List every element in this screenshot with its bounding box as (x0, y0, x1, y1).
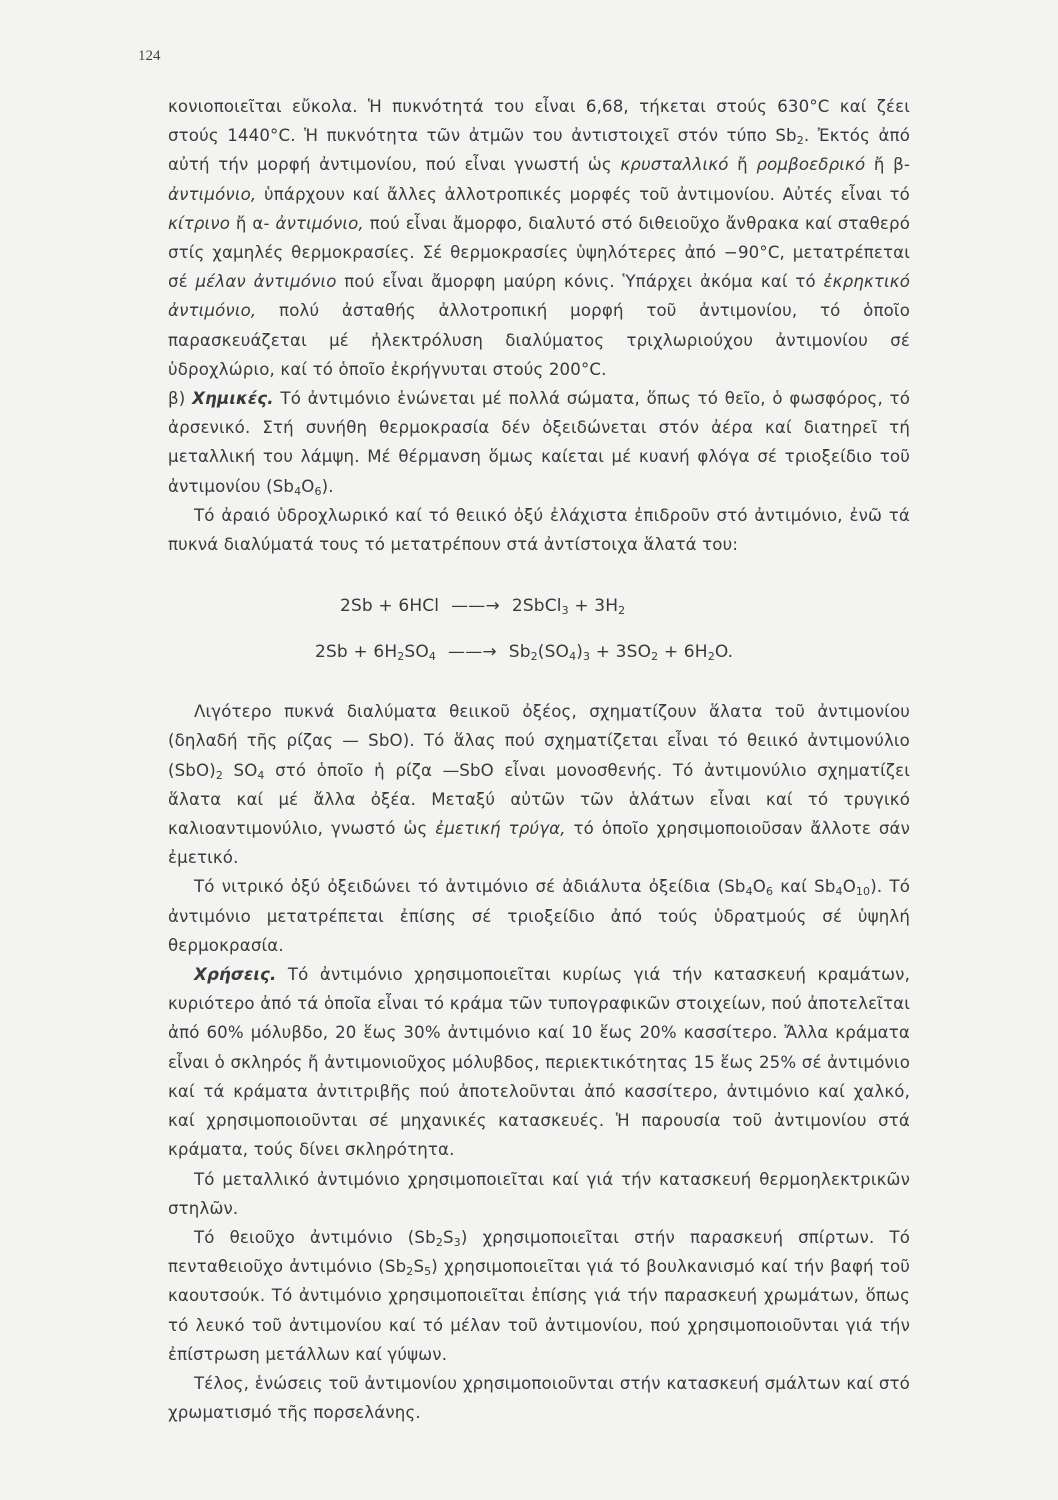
equation-hcl: 2Sb + 6HCl ——→ 2SbCl$_3$ + $3H_2$ (168, 583, 910, 629)
section-heading-chemical: Χημικές. (192, 389, 274, 409)
paragraph-salts: Λιγότερο πυκνά διαλύματα θειικοῦ ὀξέος, σχηματίζουν ἅλατα τοῦ ἀντιμονίου (δηλαδή τῆς ρίζας — SbO). Τό ἅλας πού σχηματίζεται εἶναι τό θειικό ἀντιμονύλιο $(SbO)_2$ $SO_4$ στό ὁποῖο ἡ ρίζα —SbO εἶναι μονοσθενής. Τό ἀντιμονύλιο σχηματίζει ἅλατα καί μέ ἄλλα ὀξέα. Μεταξύ αὐτῶν τῶν ἁλάτων εἶναι καί τό τρυγικό καλιοαντιμονύλιο, γνωστό ὡς ἐμετική τρύγα, τό ὁποῖο χρησιμοποιοῦσαν ἄλλοτε σάν ἐμετικό. (168, 702, 910, 868)
reaction-arrow: ——→ (448, 642, 497, 663)
paragraph-final: Τέλος, ἑνώσεις τοῦ ἀντιμονίου χρησιμοποιοῦνται στήν κατασκευή σμάλτων καί στό χρωματισμό τῆς πορσελάνης. (168, 1373, 910, 1423)
reaction-arrow: ——→ (451, 596, 500, 617)
paragraph-acids: Τό ἀραιό ὑδροχλωρικό καί τό θειικό ὀξύ ἐλάχιστα ἐπιδροῦν στό ἀντιμόνιο, ἐνῶ τά πυκνά διαλύματά τους τό μετατρέπουν στά ἀντίστοιχα ἅλατά του: (168, 505, 910, 555)
body-text (168, 92, 910, 1427)
paragraph-thermoelectric: Τό μεταλλικό ἀντιμόνιο χρησιμοποιεῖται καί γιά τήν κατασκευή θερμοηλεκτρικῶν στηλῶν. (168, 1169, 910, 1218)
chemical-equations (168, 583, 910, 675)
paragraph-nitric-acid: Τό νιτρικό ὀξύ ὀξειδώνει τό ἀντιμόνιο σέ ἀδιάλυτα ὀξείδια ($Sb_4O_6$ καί $Sb_4O_{10}$). Τό ἀντιμόνιο μετατρέπεται ἐπίσης σέ τριοξείδιο ἀπό τούς ὑδρατμούς σέ ὑψηλή θερμοκρασία. (168, 877, 910, 955)
equation-h2so4: $2Sb + 6H_2SO_4$ ——→ $Sb_2(SO_4)_3 + 3SO_2 + 6H_2O$. (168, 629, 910, 675)
page-number: 124 (138, 48, 161, 64)
paragraph-physical-properties: κονιοποιεῖται εὔκολα. Ἡ πυκνότητά του εἶναι 6,68, τήκεται στούς 630°C καί ζέει στούς 1440°C. Ἡ πυκνότητα τῶν ἀτμῶν του ἀντιστοιχεῖ στόν τύπο $Sb_2$. Ἐκτός ἀπό αὐτή τήν μορφή ἀντιμονίου, πού εἶναι γνωστή ὡς κρυσταλλικό ἤ ρομβοεδρικό ἤ β- ἀντιμόνιο, ὑπάρχουν καί ἄλλες ἀλλοτροπικές μορφές τοῦ ἀντιμονίου. Αὐτές εἶναι τό κίτρινο ἤ α- ἀντιμόνιο, πού εἶναι ἄμορφο, διαλυτό στό διθειοῦχο ἄνθρακα καί σταθερό στίς χαμηλές θερμοκρασίες. Σέ θερμοκρασίες ὑψηλότερες ἀπό −90°C, μετατρέπεται σέ μέλαν ἀντιμόνιο πού εἶναι ἄμορφη μαύρη κόνις. Ὑπάρχει ἀκόμα καί τό ἐκρηκτικό ἀντιμόνιο, πολύ ἀσταθής ἀλλοτροπική μορφή τοῦ ἀντιμονίου, τό ὁποῖο παρασκευάζεται μέ ἠλεκτρόλυση διαλύματος τριχλωριούχου ἀντιμονίου σέ ὑδροχλώριο, καί τό ὁποῖο ἐκρήγνυται στούς 200°C. (168, 97, 911, 379)
paragraph-chemical-properties: β) Χημικές. Τό ἀντιμόνιο ἑνώνεται μέ πολλά σώματα, ὅπως τό θεῖο, ὁ φωσφόρος, τό ἀρσενικό. Στή συνήθη θερμοκρασία δέν ὀξειδώνεται στόν ἀέρα καί διατηρεῖ τή μεταλλική του λάμψη. Μέ θέρμανση ὅμως καίεται μέ κυανή φλόγα σέ τριοξείδιο τοῦ ἀντιμονίου $(Sb_4O_6)$. (168, 389, 911, 498)
section-heading-uses: Χρήσεις. (194, 965, 277, 985)
paragraph-uses: Χρήσεις. Τό ἀντιμόνιο χρησιμοποιεῖται κυρίως γιά τήν κατασκευή κραμάτων, κυριότερο ἀπό τά ὁποῖα εἶναι τό κράμα τῶν τυπογραφικῶν στοιχείων, πού ἀποτελεῖται ἀπό 60% μόλυβδο, 20 ἕως 30% ἀντιμόνιο καί 10 ἕως 20% κασσίτερο. Ἄλλα κράματα εἶναι ὁ σκληρός ἤ ἀντιμονιοῦχος μόλυβδος, περιεκτικότητας 15 ἕως 25% σέ ἀντιμόνιο καί τά κράματα ἀντιτριβῆς πού ἀποτελοῦνται ἀπό κασσίτερο, ἀντιμόνιο καί χαλκό, καί χρησιμοποιοῦνται σέ μηχανικές κατασκευές. Ἡ παρουσία τοῦ ἀντιμονίου στά κράματα, τούς δίνει σκληρότητα. (168, 965, 910, 1160)
paragraph-sulfides: Τό θειοῦχο ἀντιμόνιο $(Sb_2S_3)$ χρησιμοποιεῖται στήν παρασκευή σπίρτων. Τό πενταθειοῦχο ἀντιμόνιο $(Sb_2S_5)$ χρησιμοποιεῖται γιά τό βουλκανισμό καί τήν βαφή τοῦ καουτσούκ. Τό ἀντιμόνιο χρησιμοποιεῖται ἐπίσης γιά τήν παρασκευή χρωμάτων, ὅπως τό λευκό τοῦ ἀντιμονίου καί τό μέλαν τοῦ ἀντιμονίου, πού χρησιμοποιοῦνται γιά τήν ἐπίστρωση μετάλλων καί γύψων. (168, 1227, 911, 1364)
